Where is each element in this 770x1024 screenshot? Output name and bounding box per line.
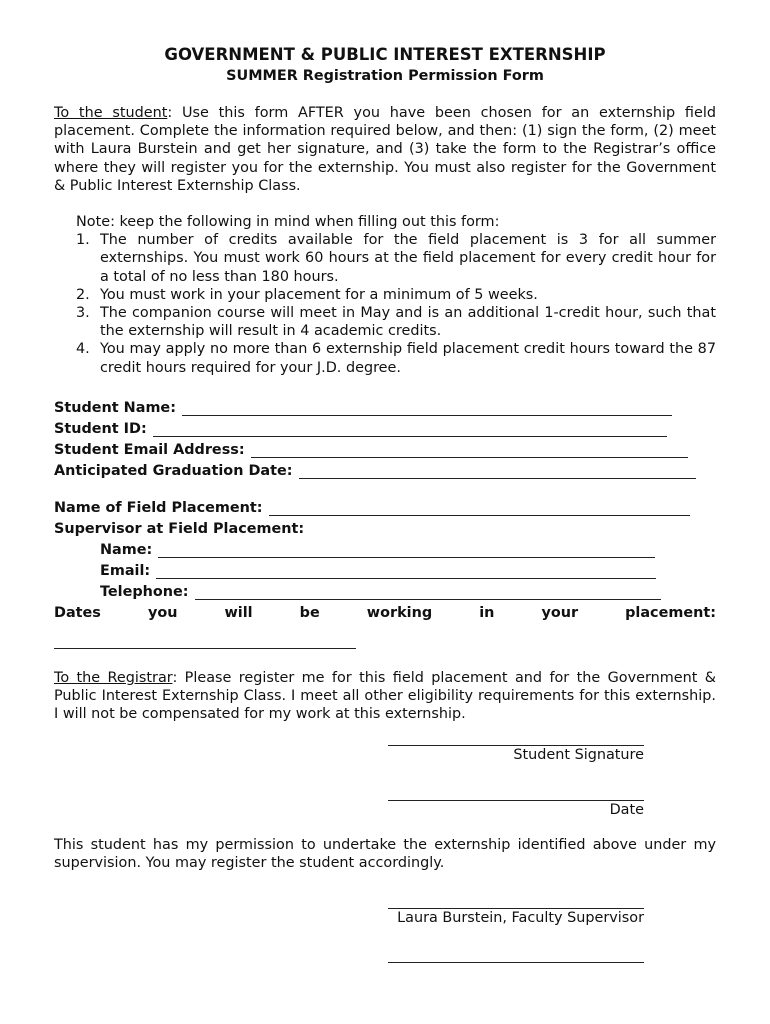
graduation-date-row	[54, 458, 716, 479]
supervisor-phone-row	[54, 579, 716, 600]
date-label: Date	[609, 802, 644, 818]
placement-dates-row	[54, 600, 716, 621]
faculty-signature-block	[388, 908, 644, 927]
note-item-number: 2.	[76, 286, 90, 303]
dates-word: placement:	[625, 604, 716, 621]
graduation-date-field[interactable]	[299, 464, 696, 479]
note-list	[76, 231, 716, 377]
student-email-label: Student Email Address:	[54, 441, 245, 458]
placement-name-label: Name of Field Placement:	[54, 499, 263, 516]
supervisor-label: Supervisor at Field Placement:	[54, 520, 305, 537]
student-name-field[interactable]	[182, 401, 672, 416]
student-name-label: Student Name:	[54, 399, 176, 416]
note-heading: Note: keep the following in mind when filling out this form:	[76, 214, 500, 231]
dates-word: will	[224, 604, 253, 621]
student-id-field[interactable]	[153, 422, 667, 437]
student-email-row	[54, 437, 716, 458]
student-fields	[54, 395, 716, 649]
dates-word: you	[147, 604, 178, 621]
student-signature-label: Student Signature	[513, 747, 644, 763]
date-block	[388, 800, 644, 819]
supervisor-row	[54, 516, 716, 537]
note-item-text: The number of credits available for the field placement is 3 for all summer externships. You must work 60 hours at the field placement for every credit hour for a total of no less than 180 hours.	[100, 232, 716, 285]
faculty-signature-label: Laura Burstein, Faculty Supervisor	[397, 910, 644, 926]
student-email-field[interactable]	[251, 443, 688, 458]
note-item-number: 1.	[76, 232, 90, 249]
note-item	[76, 340, 716, 376]
dates-word: be	[299, 604, 320, 621]
note-item-text: You may apply no more than 6 externship field placement credit hours toward the 87 credit hours required for your J.D. degree.	[100, 341, 716, 376]
student-id-label: Student ID:	[54, 420, 147, 437]
note-item-text: The companion course will meet in May and is an additional 1-credit hour, such that the externship will result in 4 academic credits.	[100, 305, 716, 340]
note-section	[76, 213, 716, 377]
student-signature-block	[388, 745, 644, 764]
dates-word: your	[541, 604, 579, 621]
placement-name-field[interactable]	[269, 501, 690, 516]
note-item-number: 4.	[76, 341, 90, 358]
note-item	[76, 304, 716, 340]
dates-word: Dates	[54, 604, 101, 621]
supervisor-email-row	[54, 558, 716, 579]
student-instructions	[54, 104, 716, 195]
supervisor-phone-label: Telephone:	[100, 583, 189, 600]
placement-dates-field[interactable]	[54, 621, 356, 649]
note-item-text: You must work in your placement for a minimum of 5 weeks.	[100, 286, 538, 303]
note-item	[76, 286, 716, 304]
supervisor-phone-field[interactable]	[195, 585, 661, 600]
supervisor-name-row	[54, 537, 716, 558]
registrar-request	[54, 669, 716, 724]
note-item-number: 3.	[76, 305, 90, 322]
note-item	[76, 231, 716, 286]
supervisor-email-field[interactable]	[156, 564, 656, 579]
faculty-date-block	[388, 962, 644, 963]
registrar-request-lead: To the Registrar	[54, 669, 173, 686]
supervisor-name-label: Name:	[100, 541, 153, 558]
faculty-date-line[interactable]	[388, 962, 644, 963]
supervisor-email-label: Email:	[100, 562, 151, 579]
student-instructions-body: : Use this form AFTER you have been chosen for an externship field placement. Complete the information required below, and then: (1) sign the form, (2) meet with Laura Burstein and get her signature, and (3) take the form to the Registrar’s office where they will register you for the externship. You must also register for the Government & Public Interest Externship Class.	[54, 105, 716, 194]
placement-name-row	[54, 495, 716, 516]
dates-word: in	[479, 604, 495, 621]
dates-word: working	[366, 604, 433, 621]
student-instructions-lead: To the student	[54, 105, 168, 121]
form-subtitle: SUMMER Registration Permission Form	[226, 68, 544, 84]
student-id-row	[54, 416, 716, 437]
supervisor-name-field[interactable]	[158, 543, 655, 558]
permission-statement: This student has my permission to undertake the externship identified above under my supervision. You may register the student accordingly.	[54, 837, 716, 872]
form-page	[54, 44, 716, 723]
form-title: GOVERNMENT & PUBLIC INTEREST EXTERNSHIP	[164, 45, 606, 64]
graduation-date-label: Anticipated Graduation Date:	[54, 462, 293, 479]
registrar-request-body: : Please register me for this field placement and for the Government & Public Interest Externship Class. I meet all other eligibility requirements for this externship. I will not be compensated for my work at this externship.	[54, 669, 716, 723]
student-name-row	[54, 395, 716, 416]
